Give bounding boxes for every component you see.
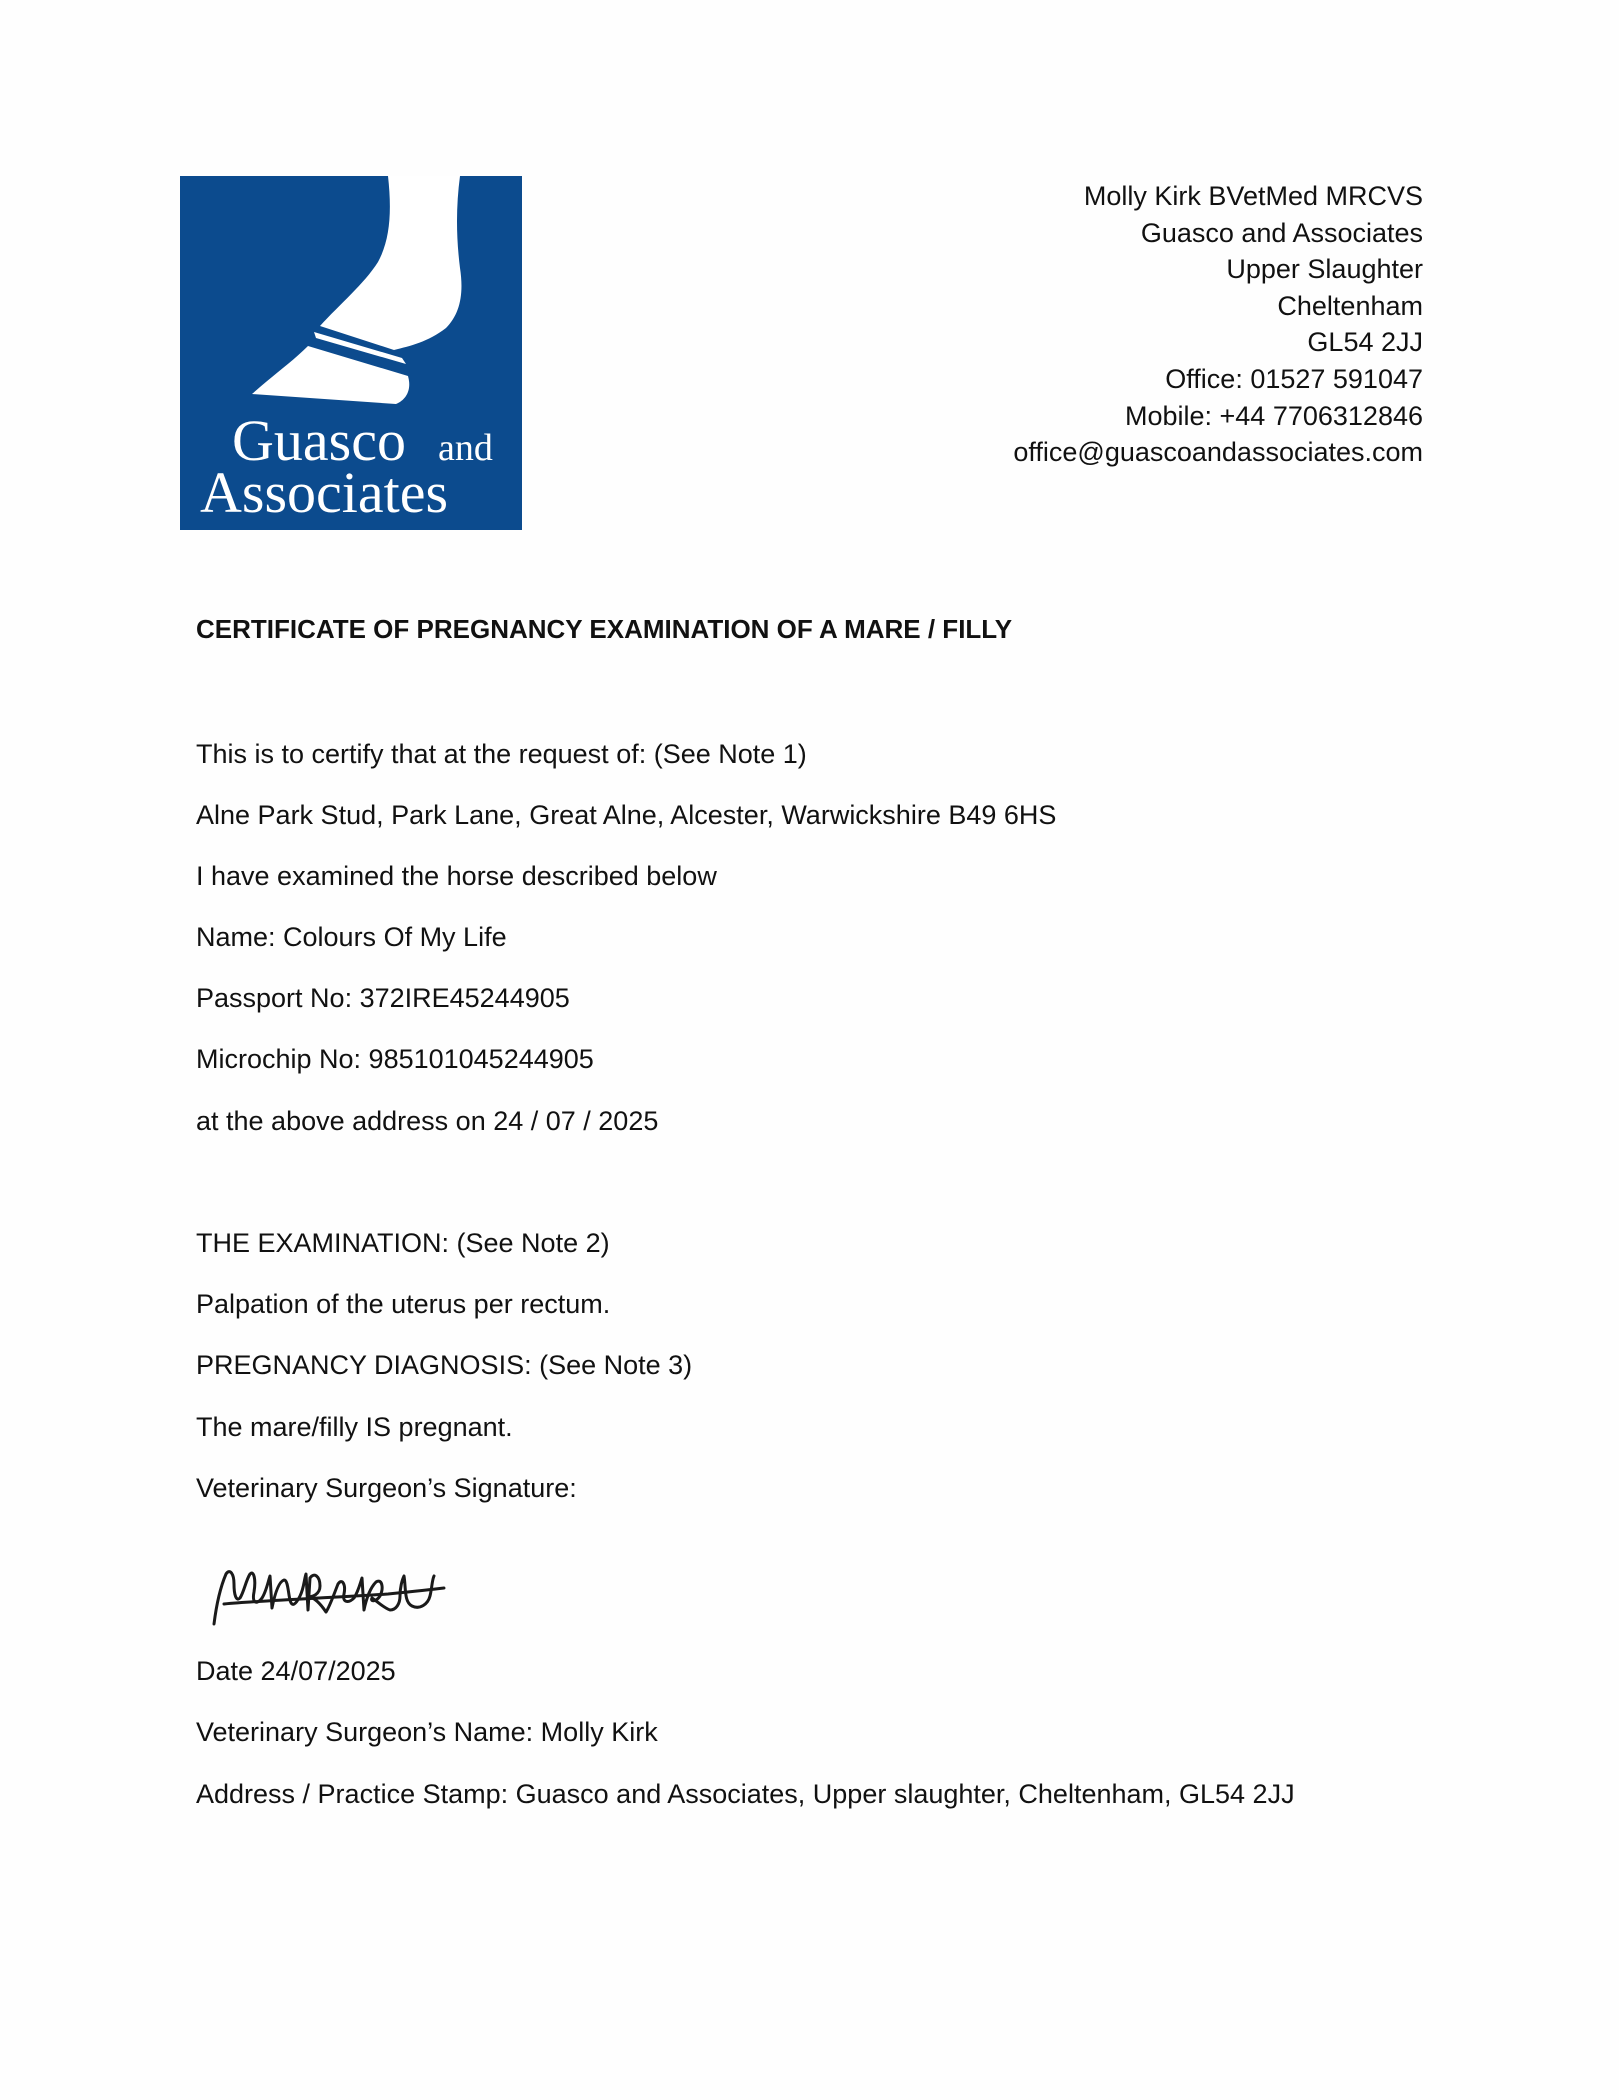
logo-text-guasco: Guasco (232, 408, 406, 473)
vet-name: Molly Kirk BVetMed MRCVS (1083, 181, 1423, 211)
signature-date: Date 24/07/2025 (196, 1656, 396, 1686)
examined-statement: I have examined the horse described below (196, 861, 717, 891)
microchip-number: Microchip No: 985101045244905 (196, 1044, 594, 1074)
request-intro: This is to certify that at the request of: (See Note 1) (196, 739, 807, 769)
practice-village: Upper Slaughter (1226, 254, 1423, 285)
practice-name: Guasco and Associates (1140, 217, 1423, 248)
logo-text-associates: Associates (200, 460, 449, 525)
mobile-phone: Mobile: +44 7706312846 (1124, 400, 1423, 431)
practice-postcode: GL54 2JJ (1307, 327, 1423, 358)
passport-number: Passport No: 372IRE45244905 (196, 983, 570, 1013)
office-phone: Office: 01527 591047 (1165, 363, 1423, 394)
practice-logo (180, 176, 522, 530)
hoof-logo-icon (180, 176, 522, 530)
examination-method: Palpation of the uterus per rectum. (196, 1289, 611, 1319)
practice-town: Cheltenham (1277, 290, 1423, 321)
contact-email: office@guascoandassociates.com (1013, 437, 1423, 468)
signature-label: Veterinary Surgeon’s Signature: (196, 1473, 577, 1503)
owner-address: Alne Park Stud, Park Lane, Great Alne, Alcester, Warwickshire B49 6HS (196, 800, 1057, 830)
diagnosis-result: The mare/filly IS pregnant. (196, 1412, 513, 1442)
exam-date-line: at the above address on 24 / 07 / 2025 (196, 1106, 659, 1136)
logo-text-and: and (438, 427, 493, 469)
signature (208, 1558, 472, 1630)
diagnosis-heading: PREGNANCY DIAGNOSIS: (See Note 3) (196, 1350, 693, 1380)
certificate-title: CERTIFICATE OF PREGNANCY EXAMINATION OF A MARE / FILLY (196, 614, 1013, 644)
examination-heading: THE EXAMINATION: (See Note 2) (196, 1228, 610, 1258)
vet-contact-block (1013, 178, 1423, 471)
practice-stamp: Address / Practice Stamp: Guasco and Associates, Upper slaughter, Cheltenham, GL54 2JJ (196, 1779, 1295, 1809)
surgeon-name: Veterinary Surgeon’s Name: Molly Kirk (196, 1717, 658, 1747)
horse-name: Name: Colours Of My Life (196, 922, 507, 952)
